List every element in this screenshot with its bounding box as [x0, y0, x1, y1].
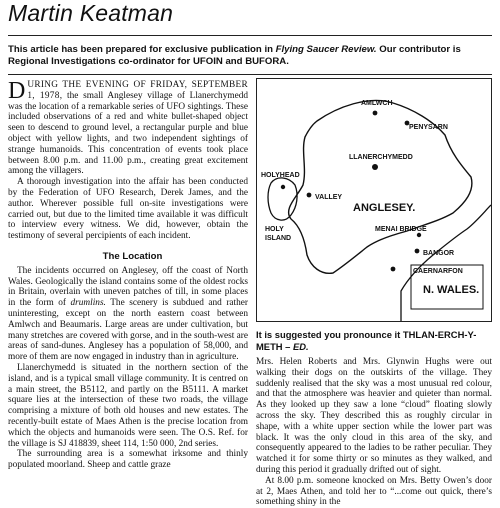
- publication-name: Flying Saucer Review.: [275, 44, 377, 55]
- right-column: [256, 357, 492, 508]
- holyhead-dot: [281, 185, 285, 189]
- drop-cap: D: [8, 78, 26, 104]
- label-penysarn: PENYSARN: [409, 124, 448, 131]
- pronunciation-caption: [256, 329, 492, 352]
- opening-text: the small Anglesey village of Llanerchymedd was the location of a remarkable series of UFO sightings. These included observations of a red and white bullet-shaped object seen to descend to ground level, a rectangular purple and blue object with yellow lights, and two independent sightings of strange humanoids. This concentration of events took place between 8.00 p.m. and 11.00 p.m., creating great excitement among the villagers.: [8, 90, 248, 177]
- left-column: [8, 80, 248, 471]
- paragraph-cloud: Mrs. Helen Roberts and Mrs. Glynwin Hughs were out walking their dogs on the outskirts of the village. They suddenly realised that the sky was a most unusual red colour, and that the atmosphere was heavier and quieter than normal. As they looked up they saw a lone “cloud” floating slowly across the sky. They described this as roughly circular in shape, with a white upper section while the lower part was black. It was the only cloud in this area of the sky, and consequently appeared to the ladies to be rather peculiar. They watched it for some thirty or so minutes as they walked, and during this period it gradually drifted out of sight.: [256, 357, 492, 475]
- label-anglesey: ANGLESEY.: [353, 202, 416, 214]
- paragraph-location: [8, 266, 248, 363]
- intro-text-after: Our contributor is Regional Investigations co-ordinator for UFOIN and BUFORA.: [8, 44, 461, 67]
- intro-paragraph: [8, 44, 492, 68]
- drumlins-term: drumlins.: [70, 298, 106, 309]
- map-drawing: [257, 79, 491, 321]
- mainland-coast: [401, 205, 491, 321]
- holy-island-outline: [268, 178, 297, 220]
- label-n-wales: N. WALES.: [423, 284, 480, 296]
- label-bangor: BANGOR: [423, 250, 455, 257]
- intro-rule: [8, 74, 492, 75]
- label-island: ISLAND: [265, 235, 292, 242]
- paragraph-investigation: A thorough investigation into the affair has been conducted by the Federation of UFO Research, Derek James, and the author. Wherever possible full on-site investigations were carried out, but due to the limited time available it was difficult to interview every witness. We did, however, obtain the testimony of several percipients of each incident.: [8, 177, 248, 242]
- location-text-before: The incidents occurred on Anglesey, off the coast of North Wales. Geologically the island contains some of the oldest rocks in Britain, overlain with uneven patches of till, in some places in the form of: [8, 265, 248, 309]
- author-name: Martin Keatman: [8, 0, 174, 26]
- opening-lead: URING THE EVENING OF FRIDAY, SEPTEMBER 1, 1978,: [27, 80, 248, 101]
- label-holy: HOLY: [265, 226, 284, 233]
- label-holyhead: HOLYHEAD: [261, 172, 300, 179]
- amlwch-dot: [373, 111, 378, 116]
- label-valley: VALLEY: [315, 194, 343, 201]
- anglesey-map: [256, 78, 492, 322]
- llanerchymedd-dot: [372, 164, 378, 170]
- bangor-dot: [415, 249, 420, 254]
- location-text-after: The scenery is subdued and rather uninteresting, except on the north eastern coast between Amlwch and Beaumaris. Large areas are under cultivation, but many stretches are covered with gorse, and in the south-west are areas of sand-dunes. Anglesey has a population of 58,000, and more of them are now engaged in industry than in agriculture.: [8, 298, 248, 363]
- label-caernarfon: CAERNARFON: [413, 268, 463, 275]
- menai-bridge-dot: [417, 233, 421, 237]
- section-heading-location: The Location: [102, 250, 163, 262]
- label-llanerchymedd: LLANERCHYMEDD: [349, 154, 413, 161]
- paragraph-knock: At 8.00 p.m. someone knocked on Mrs. Betty Owen’s door at 2, Maes Athen, and told her to “...come out quick, there’s something shiny in the: [256, 475, 492, 508]
- paragraph-village: Llanerchymedd is situated in the northern section of the island, and is a typical small village community. It is centred on a main street, the B5112, and partly on the B5111. A market square lies at the intersection of these two roads, the village comprising a mixture of both old houses and new estates. The recently-built estate of Maes Athen is the precise location from which the objects and humanoids were seen. The O.S. Ref. for the village is SJ 418839, sheet 114, 1:50 000, 2nd series.: [8, 362, 248, 449]
- caernarfon-dot: [391, 267, 396, 272]
- label-amlwch: AMLWCH: [361, 100, 393, 107]
- header-rule: [8, 35, 492, 36]
- valley-dot: [307, 193, 312, 198]
- intro-text-before: This article has been prepared for exclusive publication in: [8, 44, 276, 55]
- label-menai-bridge: MENAI BRIDGE: [375, 226, 427, 233]
- paragraph-opening: [8, 80, 248, 177]
- caption-editor: ED.: [292, 340, 309, 352]
- paragraph-surroundings: The surrounding area is a somewhat irksome and thinly populated moorland. Sheep and cattle graze: [8, 449, 248, 471]
- caption-text: It is suggested you pronounce it THLAN-ERCH-Y-METH –: [256, 329, 477, 352]
